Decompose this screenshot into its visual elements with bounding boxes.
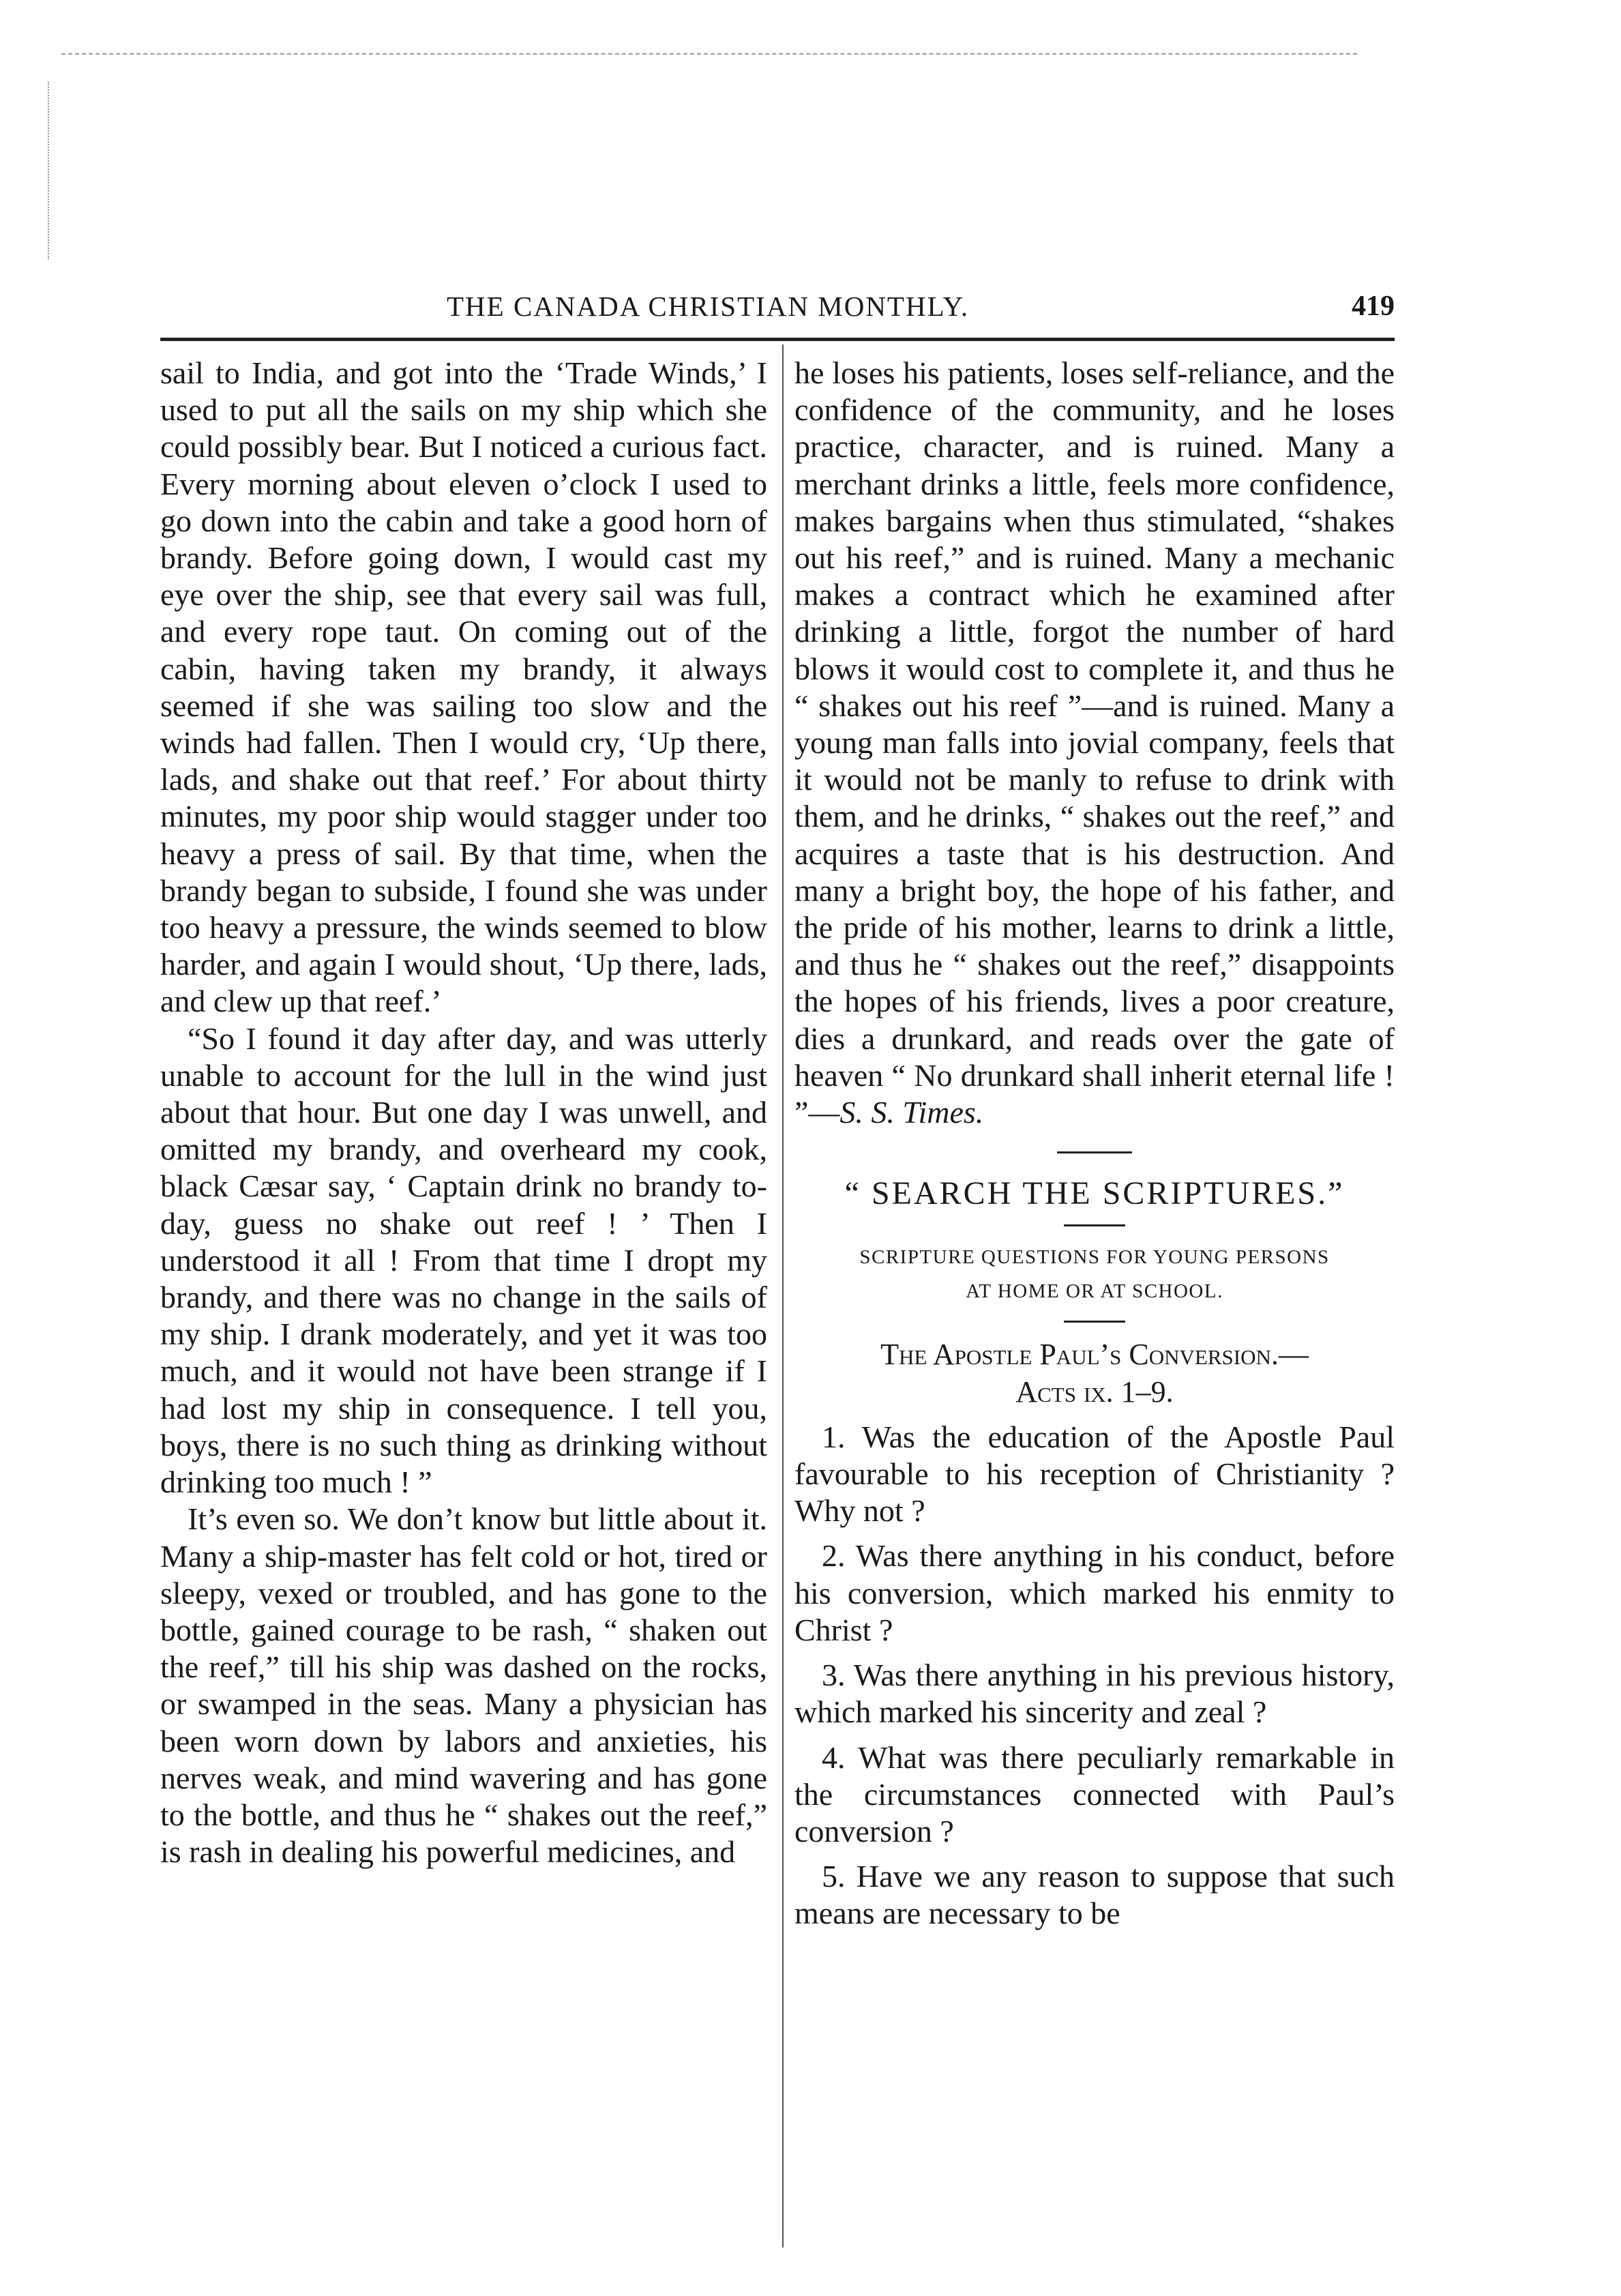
question-1: 1. Was the education of the Apostle Paul favourable to his reception of Christianity ? Why not ?	[794, 1419, 1395, 1529]
section-subtitle: SCRIPTURE QUESTIONS FOR YOUNG PERSONS AT HOME OR AT SCHOOL.	[859, 1246, 1330, 1303]
continuation-text: he loses his patients, loses self-reliance, and the confidence of the community, and he loses practice, character, and is ruined. Many a merchant drinks a little, feels more confidence, makes bargains when thus stimulated, “shakes out his reef,” and is ruined. Many a mechanic makes a contract which he examined after drinking a little, forgot the number of hard blows it would cost to complete it, and thus he “ shakes out his reef ”—and is ruined. Many a young man falls into jovial company, feels that it would not be manly to refuse to drink with them, and he drinks, “ shakes out the reef,” and acquires a taste that is his destruction. And many a bright boy, the hope of his father, and the pride of his mother, learns to drink a little, and thus he “ shakes out the reef,” disappoints the hopes of his friends, lives a poor creature, dies a drunkard, and reads over the gate of heaven “ No drunkard shall inherit eternal life ! ”—	[794, 355, 1395, 1130]
paragraph-continuation	[794, 355, 1395, 1131]
paragraph-sail-to-india: sail to India, and got into the ‘Trade Winds,’ I used to put all the sails on my ship which she could possibly bear. But I noticed a curious fact. Every morning about eleven o’clock I used to go down into the cabin and take a good horn of brandy. Before going down, I would cast my eye over the ship, see that every sail was full, and every rope taut. On coming out of the cabin, having taken my brandy, it always seemed if she was sailing too slow and the winds had fallen. Then I would cry, ‘Up there, lads, and shake out that reef.’ For about thirty minutes, my poor ship would stagger under too heavy a press of sail. By that time, when the brandy began to subside, I found she was under too heavy a pressure, the winds seemed to blow harder, and again I would shout, ‘Up there, lads, and clew up that reef.’	[160, 355, 767, 1019]
header-rule	[160, 338, 1395, 341]
page-number: 419	[1352, 291, 1395, 322]
title-rule	[1064, 1224, 1125, 1226]
scan-edge-rule	[61, 53, 1357, 55]
section-separator	[1057, 1151, 1132, 1153]
left-column	[160, 355, 767, 1870]
question-2: 2. Was there anything in his conduct, before his conversion, which marked his enmity to Christ ?	[794, 1538, 1395, 1647]
lesson-title: The Apostle Paul’s Conversion.— Acts ix. 1–9.	[880, 1338, 1309, 1409]
paragraph-its-even-so: It’s even so. We don’t know but little about it. Many a ship-master has felt cold or hot, tired or sleepy, vexed or troubled, and has gone to the bottle, gained courage to be rash, “ shaken out the reef,” till his ship was dashed on the rocks, or swamped in the seas. Many a physician has been worn down by labors and anxieties, his nerves weak, and mind wavering and has gone to the bottle, and thus he “ shakes out the reef,” is rash in dealing his powerful medicines, and	[160, 1501, 767, 1870]
question-4: 4. What was there peculiarly remarkable in the circumstances connected with Paul’s conversion ?	[794, 1739, 1395, 1849]
question-5: 5. Have we any reason to suppose that such means are necessary to be	[794, 1859, 1395, 1931]
column-divider	[782, 344, 784, 2248]
section-title: “ SEARCH THE SCRIPTURES.”	[844, 1175, 1345, 1212]
scan-margin-mark	[48, 82, 49, 259]
paragraph-day-after-day: “So I found it day after day, and was utterly unable to account for the lull in the wind just about that hour. But one day I was unwell, and omitted my brandy, and overheard my cook, black Cæsar say, ‘ Captain drink no brandy to-day, guess no shake out reef ! ’ Then I understood it all ! From that time I dropt my brandy, and there was no change in the sails of my ship. I drank moderately, and yet it was too much, and it would not have been strange if I had lost my ship in consequence. I tell you, boys, there is no such thing as drinking without drinking too much ! ”	[160, 1020, 767, 1500]
question-3: 3. Was there anything in his previous history, which marked his sincerity and zeal ?	[794, 1658, 1395, 1730]
right-column	[794, 355, 1395, 1932]
citation: S. S. Times.	[839, 1095, 984, 1130]
subtitle-rule	[1064, 1321, 1125, 1323]
running-title: THE CANADA CHRISTIAN MONTHLY.	[447, 291, 970, 322]
page-header	[160, 290, 1395, 332]
